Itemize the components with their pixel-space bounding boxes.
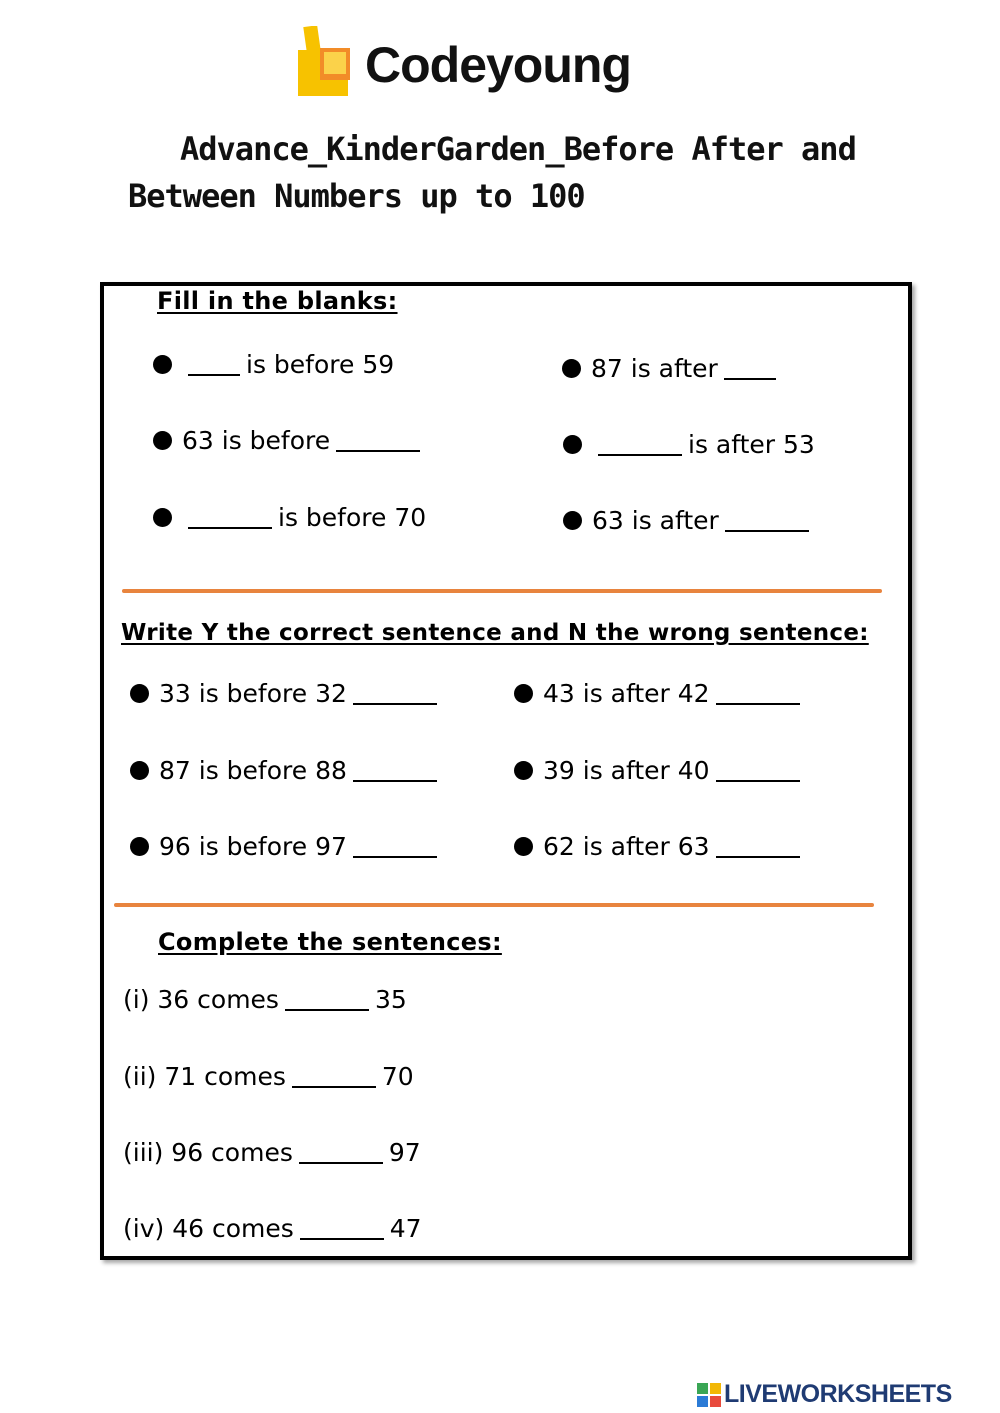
answer-blank[interactable] xyxy=(285,1008,369,1011)
fill-blank-item-6 xyxy=(563,508,815,533)
fill-blank-item-3 xyxy=(153,428,426,453)
section-fill-blanks-heading: Fill in the blanks: xyxy=(157,287,398,315)
complete-item-3 xyxy=(123,1140,421,1165)
fill-blank-item-4 xyxy=(563,432,815,457)
bullet-icon xyxy=(153,355,172,374)
item-text: (iv) 46 comes xyxy=(123,1214,294,1243)
bullet-icon xyxy=(130,684,149,703)
section-divider xyxy=(114,903,874,907)
yes-no-item-4 xyxy=(514,758,806,783)
bullet-icon xyxy=(563,435,582,454)
brand-name: Codeyoung xyxy=(365,37,631,93)
bullet-icon xyxy=(153,431,172,450)
bullet-icon xyxy=(562,359,581,378)
complete-item-1 xyxy=(123,987,407,1012)
answer-blank[interactable] xyxy=(716,702,800,705)
fill-blank-item-2 xyxy=(562,356,782,381)
liveworksheets-logo-icon xyxy=(697,1383,721,1407)
answer-blank[interactable] xyxy=(353,779,437,782)
yes-no-item-1 xyxy=(130,681,443,706)
section-complete-heading: Complete the sentences: xyxy=(158,928,502,956)
watermark-text: LIVEWORKSHEETS xyxy=(724,1380,952,1408)
item-text: (iii) 96 comes xyxy=(123,1138,293,1167)
item-text: 63 is before xyxy=(182,426,331,455)
item-text: is before 70 xyxy=(278,503,427,532)
bullet-icon xyxy=(130,761,149,780)
worksheet-title-line-2: Between Numbers up to 100 xyxy=(128,177,585,215)
item-text: is after 53 xyxy=(688,430,815,459)
bullet-icon xyxy=(153,508,172,527)
liveworksheets-watermark xyxy=(697,1380,952,1409)
answer-blank[interactable] xyxy=(598,453,682,456)
item-text: 43 is after 42 xyxy=(543,679,710,708)
item-text: (ii) 71 comes xyxy=(123,1062,286,1091)
answer-blank[interactable] xyxy=(299,1161,383,1164)
item-text: 35 xyxy=(374,985,407,1014)
codeyoung-logo-icon xyxy=(298,26,354,96)
bullet-icon xyxy=(130,837,149,856)
answer-blank[interactable] xyxy=(724,377,776,380)
yes-no-item-6 xyxy=(514,834,806,859)
answer-blank[interactable] xyxy=(353,702,437,705)
fill-blank-item-5 xyxy=(153,505,426,530)
answer-blank[interactable] xyxy=(716,855,800,858)
bullet-icon xyxy=(514,761,533,780)
yes-no-item-3 xyxy=(130,758,443,783)
answer-blank[interactable] xyxy=(188,526,272,529)
section-divider xyxy=(122,589,882,593)
item-text: (i) 36 comes xyxy=(123,985,279,1014)
bullet-icon xyxy=(514,684,533,703)
item-text: 33 is before 32 xyxy=(159,679,347,708)
answer-blank[interactable] xyxy=(725,529,809,532)
bullet-icon xyxy=(514,837,533,856)
item-text: 97 xyxy=(388,1138,421,1167)
item-text: 47 xyxy=(389,1214,422,1243)
fill-blank-item-1 xyxy=(153,352,394,377)
section-yes-no-heading: Write Y the correct sentence and N the wrong sentence: xyxy=(121,620,869,646)
bullet-icon xyxy=(563,511,582,530)
answer-blank[interactable] xyxy=(188,373,240,376)
item-text: 39 is after 40 xyxy=(543,756,710,785)
worksheet-title-line-1: Advance_KinderGarden_Before After and xyxy=(180,130,856,168)
answer-blank[interactable] xyxy=(300,1237,384,1240)
answer-blank[interactable] xyxy=(292,1085,376,1088)
item-text: 70 xyxy=(381,1062,414,1091)
item-text: 87 is after xyxy=(591,354,718,383)
complete-item-4 xyxy=(123,1216,422,1241)
yes-no-item-5 xyxy=(130,834,443,859)
item-text: 96 is before 97 xyxy=(159,832,347,861)
answer-blank[interactable] xyxy=(716,779,800,782)
yes-no-item-2 xyxy=(514,681,806,706)
item-text: 62 is after 63 xyxy=(543,832,710,861)
item-text: 87 is before 88 xyxy=(159,756,347,785)
answer-blank[interactable] xyxy=(353,855,437,858)
item-text: 63 is after xyxy=(592,506,719,535)
item-text: is before 59 xyxy=(246,350,395,379)
complete-item-2 xyxy=(123,1064,414,1089)
answer-blank[interactable] xyxy=(336,449,420,452)
